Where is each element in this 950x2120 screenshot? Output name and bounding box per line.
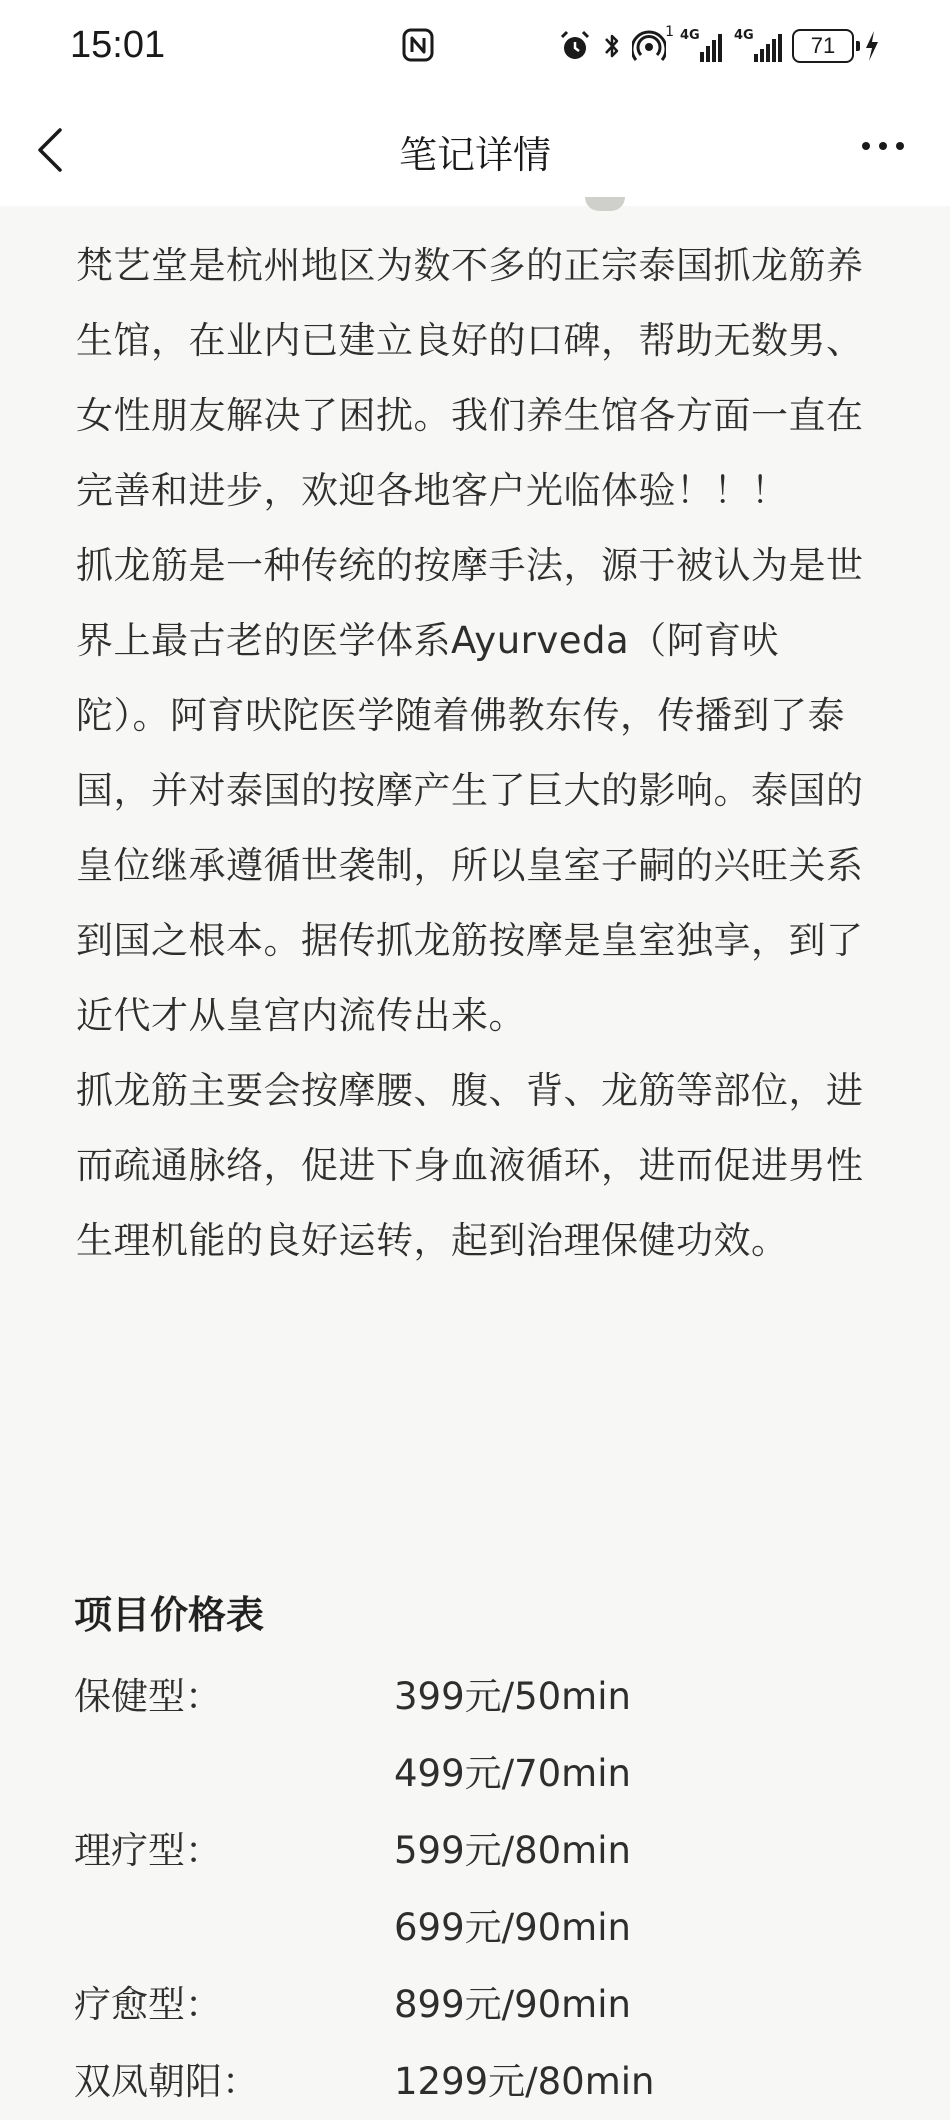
price-row — [74, 1735, 874, 1812]
page-title: 笔记详情 — [398, 133, 551, 177]
bluetooth-icon — [602, 26, 622, 66]
paragraph-history: 抓龙筋是一种传统的按摩手法，源于被认为是世界上最古老的医学体系Ayurveda（阿育吠陀）。阿育吠陀医学随着佛教东传，传播到了泰国，并对泰国的按摩产生了巨大的影响。泰国的皇位继承遵循世袭制，所以皇室子嗣的兴旺关系到国之根本。据传抓龙筋按摩是皇室独享，到了近代才从皇宫内流传出来。 — [76, 544, 864, 1037]
paragraph-intro: 梵艺堂是杭州地区为数不多的正宗泰国抓龙筋养生馆，在业内已建立良好的口碑，帮助无数男、女性朋友解决了困扰。我们养生馆各方面一直在完善和进步，欢迎各地客户光临体验！！！ — [76, 244, 864, 512]
price-table-title: 项目价格表 — [74, 1593, 265, 1637]
status-bar — [0, 0, 950, 96]
network-label-2: 4G — [734, 28, 754, 43]
nfc-icon — [402, 28, 434, 62]
price-value: 899元/90min — [394, 1983, 631, 2026]
content-top-edge — [0, 206, 950, 214]
price-value: 599元/80min — [394, 1829, 631, 1872]
price-row — [74, 2043, 874, 2120]
status-time: 15:01 — [70, 24, 166, 66]
price-label: 理疗型： — [74, 1829, 222, 1872]
price-label: 疗愈型： — [74, 1983, 222, 2026]
price-value: 499元/70min — [394, 1752, 631, 1795]
price-label: 双凤朝阳： — [74, 2060, 259, 2103]
signal-icon-2 — [734, 26, 782, 66]
charging-icon — [864, 26, 880, 66]
price-table — [74, 1658, 874, 2120]
price-label: 保健型： — [74, 1675, 222, 1718]
alarm-icon — [558, 26, 592, 66]
status-icons — [558, 24, 880, 68]
price-value: 399元/50min — [394, 1675, 631, 1718]
price-value: 1299元/80min — [394, 2060, 655, 2103]
price-row — [74, 1966, 874, 2043]
network-label-1: 4G — [680, 28, 700, 43]
nav-bar — [0, 96, 950, 206]
battery-level: 71 — [810, 33, 836, 58]
price-value: 699元/90min — [394, 1906, 631, 1949]
note-body — [76, 228, 866, 1278]
price-row — [74, 1889, 874, 1966]
price-row — [74, 1658, 874, 1735]
more-options-icon[interactable] — [860, 136, 906, 156]
battery-icon — [792, 29, 854, 63]
signal-icon-1 — [680, 26, 724, 66]
hotspot-badge: 1 — [665, 24, 674, 40]
paragraph-benefits: 抓龙筋主要会按摩腰、腹、背、龙筋等部位，进而疏通脉络，促进下身血液循环，进而促进男性生理机能的良好运转，起到治理保健功效。 — [76, 1069, 864, 1262]
hotspot-icon — [632, 24, 674, 66]
price-row — [74, 1812, 874, 1889]
